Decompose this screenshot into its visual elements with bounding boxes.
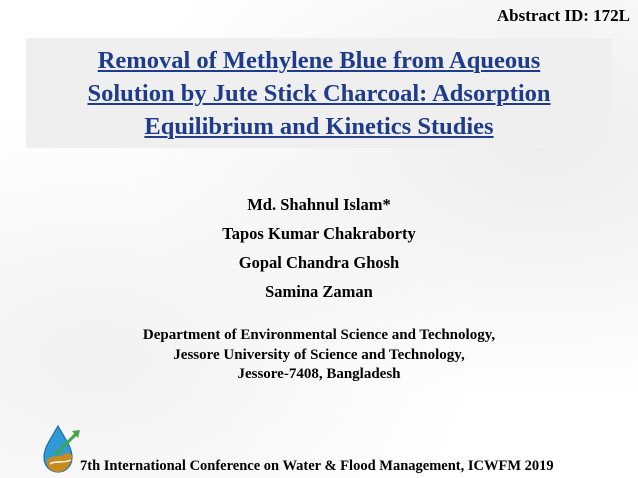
conference-name: 7th International Conference on Water & Flood Management, ICWFM 2019 [80,458,554,474]
title-box [26,38,612,148]
affiliation-line: Department of Environmental Science and Technology, [142,327,496,343]
author: Md. Shahnul Islam* [247,195,391,214]
title-line: Removal of Methylene Blue from Aqueous [97,46,541,74]
paper-title [87,44,550,143]
author: Tapos Kumar Chakraborty [222,224,416,243]
conference-logo-icon [38,424,84,474]
author: Gopal Chandra Ghosh [238,253,400,272]
abstract-id: Abstract ID: 172L [496,6,630,25]
affiliation-line: Jessore University of Science and Technology, [173,346,465,363]
affiliation-line: Jessore-7408, Bangladesh [237,366,401,382]
affiliation [0,326,638,385]
title-line: Solution by Jute Stick Charcoal: Adsorption [87,79,551,107]
author: Samina Zaman [265,282,373,301]
title-line: Equilibrium and Kinetics Studies [144,112,494,140]
author-list [0,190,638,306]
